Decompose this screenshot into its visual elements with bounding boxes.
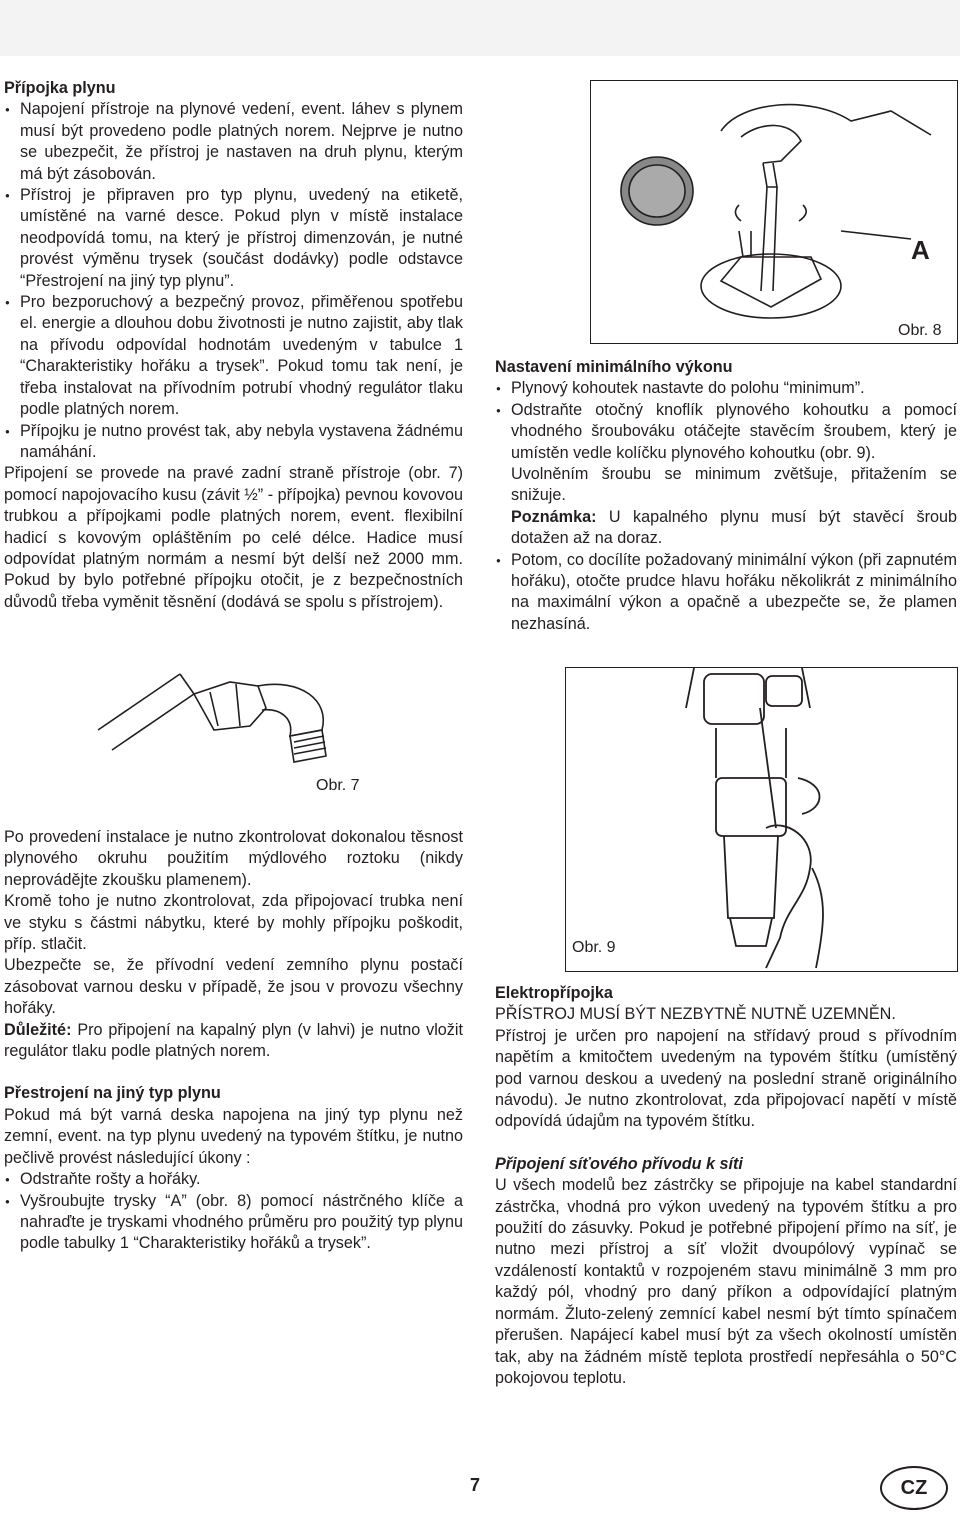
heading-min-power: Nastavení minimálního výkonu (495, 358, 733, 376)
list-item: ● Plynový kohoutek nastavte do polohu “minimum”. (495, 378, 957, 399)
heading-gas-conversion: Přestrojení na jiný typ plynu (4, 1084, 221, 1103)
fig9-frame (565, 667, 958, 972)
fig8-nozzle-replacement-illustration (591, 81, 957, 343)
note (495, 507, 957, 550)
min-power-list-2 (495, 550, 957, 636)
fig7-caption: Obr. 7 (316, 777, 360, 794)
list-item: ● Pro bezporuchový a bezpečný provoz, přiměřenou spotřebu el. energie a dlouhou dobu životnosti je nutno zajistit, aby tlak na přívodu odpovídal hodnotám uvedeným v tabulce 1 “Charakteristiky hořáku a trysek”. Pokud tomu tak není, je třeba instalovat na přívodním potrubí vhodný regulátor tlaku podle platných norem. (4, 292, 463, 420)
fig8-label-a: A (911, 235, 930, 265)
conversion-steps-list (4, 1169, 463, 1255)
list-item: ● Přípojku je nutno provést tak, aby nebyla vystavena žádnému namáhání. (4, 421, 463, 464)
list-item: ● Vyšroubujte trysky “A” (obr. 8) pomocí nástrčného klíče a nahraďte je tryskami vhodného průměru pro použitý typ plynu podle tabulky 1 “Charakteristiky hořáků a trysek”. (4, 1191, 463, 1255)
paragraph: U všech modelů bez zástrčky se připojuje na kabel standardní zástrčka, vhodná pro výkon uvedený na typovém štítku a pro použití do zásuvky. Pokud je potřebné připojení přímo na síť, je nutno mezi přístroj a síť vložit dvoupólový vypínač se vzdáleností kontaktů v rozpojeném stavu minimálně 3 mm pro každý pól, vhodný pro daný příkon a odpovídající platným normám. Žluto-zelený zemnící kabel nesmí být tímto spínačem přerušen. Napájecí kabel musí být za všech okolností umístěn tak, aby na žádném místě teplota prostředí nepřesáhla o 50°C pokojovou teplotu. (495, 1176, 957, 1387)
fig8-frame (590, 80, 958, 344)
min-power-list (495, 378, 957, 464)
list-item: ● Potom, co docílíte požadovaný minimální výkon (při zapnutém hořáku), otočte prudce hlavu hořáku několikrát z minimálního na maximální výkon a opačně a ubezpečte se, že plamen nezhasíná. (495, 550, 957, 636)
paragraph: Uvolněním šroubu se minimum zvětšuje, přitažením se snižuje. (511, 465, 957, 505)
list-item: ● Napojení přístroje na plynové vedení, event. láhev s plynem musí být provedeno podle platných norem. Nejprve je nutno se ubezpečit, že přístroj je nastaven na druh plynu, kterým má být zásobován. (4, 99, 463, 185)
right-column-bottom (495, 983, 957, 1389)
fig9-caption: Obr. 9 (572, 939, 616, 956)
left-column-bottom (4, 827, 463, 1255)
note-label: Poznámka: (511, 507, 597, 526)
paragraph: Ubezpečte se, že přívodní vedení zemního plynu postačí zásobovat varnou desku v případě, že jsou v provozu všechny hořáky. (4, 956, 463, 1018)
heading-gas-connection: Přípojka plynu (4, 79, 116, 97)
fig9-screwdriver-adjustment-illustration (566, 668, 957, 971)
paragraph: Připojení se provede na pravé zadní straně přístroje (obr. 7) pomocí napojovacího kusu (závit ½” - přípojka) pevnou kovovou trubkou a přípojkami podle platných norem, event. flexibilní hadicí s kovovým opláštěním po celé délce. Hadice musí odpovídat platným normám a nesmí být delší než 2000 mm. Pokud by bylo potřebné přípojku otočit, je z bezpečnostních důvodů třeba vyměnit těsnění (dodává se spolu s přístrojem). (4, 464, 463, 611)
gas-connection-list (4, 99, 463, 463)
earthing-warning: PŘÍSTROJ MUSÍ BÝT NEZBYTNĚ NUTNĚ UZEMNĚN. (495, 1005, 896, 1024)
note-text: U kapalného plynu musí být stavěcí šroub dotažen až na doraz. (511, 507, 957, 548)
paragraph: Pokud má být varná deska napojena na jiný typ plynu než zemní, event. na typ plynu uvedený na typovém štítku, je nutno pečlivě provést následující úkony : (4, 1105, 463, 1167)
important-text: Pro připojení na kapalný plyn (v lahvi) je nutno vložit regulátor tlaku podle platných norem. (4, 1020, 463, 1061)
important-label: Důležité: (4, 1020, 72, 1039)
list-item: ● Přístroj je připraven pro typ plynu, uvedený na etiketě, umístěné na varné desce. Pokud plyn v místě instalace neodpovídá tomu, na který je přístroj dimenzován, je nutné provést výměnu trysek (součást dodávky) podle odstavce “Přestrojení na jiný typ plynu”. (4, 185, 463, 292)
paragraph: Po provedení instalace je nutno zkontrolovat dokonalou těsnost plynového okruhu použitím mýdlového roztoku (nikdy neprovádějte zkoušku plamenem). (4, 828, 463, 889)
language-badge: CZ (880, 1466, 948, 1510)
paragraph: Kromě toho je nutno zkontrolovat, zda připojovací trubka není ve styku s částmi nábytku, které by mohly přípojku poškodit, příp. stlačit. (4, 892, 463, 954)
heading-electric-connection: Elektropřípojka (495, 984, 613, 1002)
fig8-caption: Obr. 8 (898, 322, 942, 339)
fig7-pipe-elbow-illustration (90, 668, 350, 776)
right-column-top (495, 357, 957, 635)
page-number: 7 (470, 1475, 481, 1495)
list-item: ● Odstraňte otočný knoflík plynového kohoutku a pomocí vhodného šroubováku otáčejte stavěcím šroubem, který je umístěn vedle kolíčku plynového kohoutku (obr. 9). (495, 400, 957, 464)
heading-mains-connection: Připojení síťového přívodu k síti (495, 1154, 743, 1173)
important-note (4, 1020, 463, 1063)
left-column-top (4, 78, 463, 613)
top-gray-band (0, 0, 960, 56)
list-item: ● Odstraňte rošty a hořáky. (4, 1169, 463, 1190)
paragraph: Přístroj je určen pro napojení na střídavý proud s přívodním napětím a kmitočtem uvedeným na typovém štítku (umístěný pod varnou deskou a uvedený na poslední straně originálního návodu). Je nutno zkontrolovat, zda připojovací napětí v místě odpovídá údajům na typovém štítku. (495, 1026, 957, 1131)
